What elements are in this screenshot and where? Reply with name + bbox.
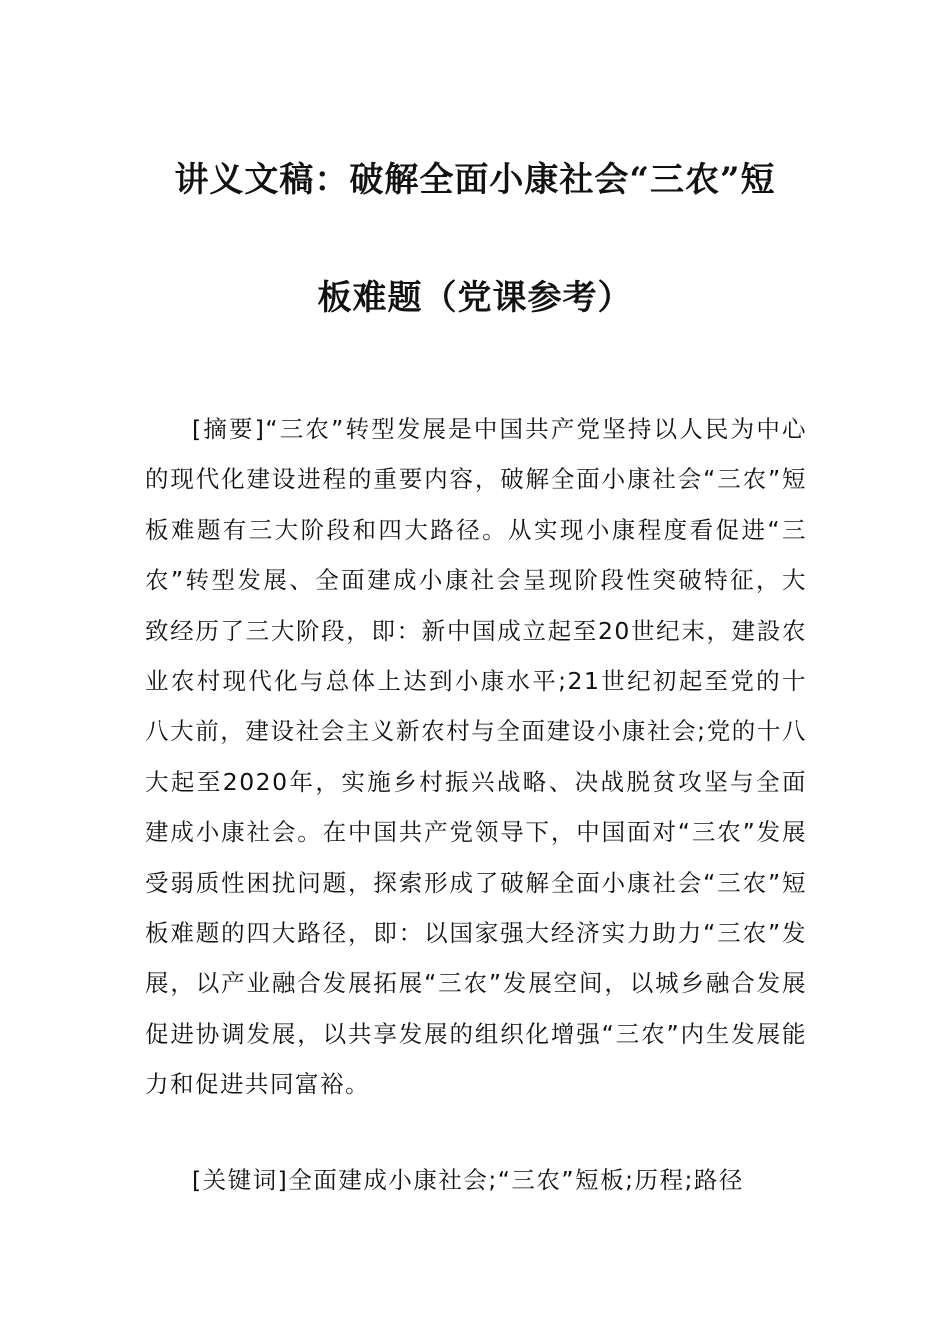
keywords-paragraph: [关键词]全面建成小康社会;“三农”短板;历程;路径 [192,1166,744,1194]
document-title-line-1: 讲义文稿：破解全面小康社会“三农”短 [174,160,776,200]
document-title-line-2: 板难题（党课参考） [317,278,633,318]
abstract-paragraph: [摘要]“三农”转型发展是中国共产党坚持以人民为中心的现代化建设进程的重要内容，破解全面小康社会“三农”短板难题有三大阶段和四大路径。从实现小康程度看促进“三农”转型发展、全面建成小康社会呈现阶段性突破特征，大致经历了三大阶段，即：新中国成立起至20世纪末，建設农业农村现代化与总体上达到小康水平;21世纪初起至党的十八大前，建设社会主义新农村与全面建设小康社会;党的十八大起至2020年，实施乡村振兴战略、决战脱贫攻坚与全面建成小康社会。在中国共产党领导下，中国面对“三农”发展受弱质性困扰问题，探索形成了破解全面小康社会“三农”短板难题的四大路径，即：以国家强大经济实力助力“三农”发展，以产业融合发展拓展“三农”发展空间，以城乡融合发展促进协调发展，以共享发展的组织化增强“三农”内生发展能力和促进共同富裕。 [145,415,807,1099]
